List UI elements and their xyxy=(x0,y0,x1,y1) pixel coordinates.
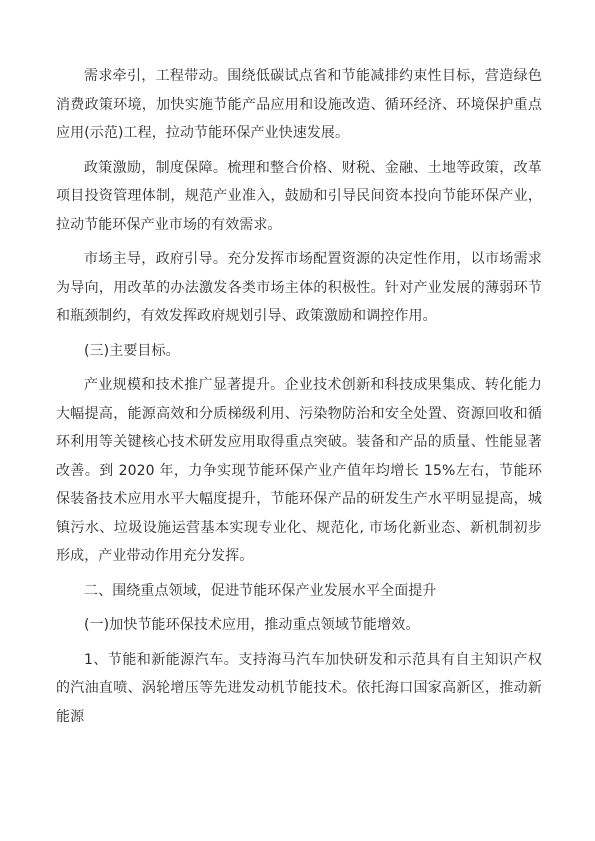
document-body xyxy=(56,62,542,731)
section-heading-key-areas: 二、围绕重点领域，促进节能环保产业发展水平全面提升 xyxy=(84,582,437,599)
subsection-heading-tech-application: (一)加快节能环保技术应用，推动重点领域节能增效。 xyxy=(84,617,420,633)
paragraph-new-energy-vehicles: 1、节能和新能源汽车。支持海马汽车加快研发和示范具有自主知识产权的汽油直喷、涡轮增压等先进发动机节能技术。依托海口国家高新区，推动新能源 xyxy=(56,651,542,725)
paragraph-market-led: 市场主导，政府引导。充分发挥市场配置资源的决定性作用，以市场需求为导向，用改革的办法激发各类市场主体的积极性。针对产业发展的薄弱环节和瓶颈制约，有效发挥政府规划引导、政策激励和调控作用。 xyxy=(56,251,542,324)
paragraph-policy-incentive: 政策激励，制度保障。梳理和整合价格、财税、金融、土地等政策，改革项目投资管理体制，规范产业准入，鼓励和引导民间资本投向节能环保产业，拉动节能环保产业市场的有效需求。 xyxy=(56,159,542,233)
section-heading-main-goals: (三)主要目标。 xyxy=(84,342,180,359)
paragraph-demand-driven: 需求牵引，工程带动。围绕低碳试点省和节能减排约束性目标，营造绿色消费政策环境，加快实施节能产品应用和设施改造、循环经济、环境保护重点应用(示范)工程，拉动节能环保产业快速发展。 xyxy=(56,68,542,141)
paragraph-industry-scale: 产业规模和技术推广显著提升。企业技术创新和科技成果集成、转化能力大幅提高，能源高效和分质梯级利用、污染物防治和安全处置、资源回收和循环利用等关键核心技术研发应用取得重点突破。装备和产品的质量、性能显著改善。到 2020 年，力争实现节能环保产业产值年均增长 15%左右，节能环保装备技术应用水平大幅度提升，节能环保产品的研发生产水平明显提高，城镇污水、垃圾设施运营基本实现专业化、规范化, 市场化新业态、新机制初步形成，产业带动作用充分发挥。 xyxy=(56,377,542,564)
